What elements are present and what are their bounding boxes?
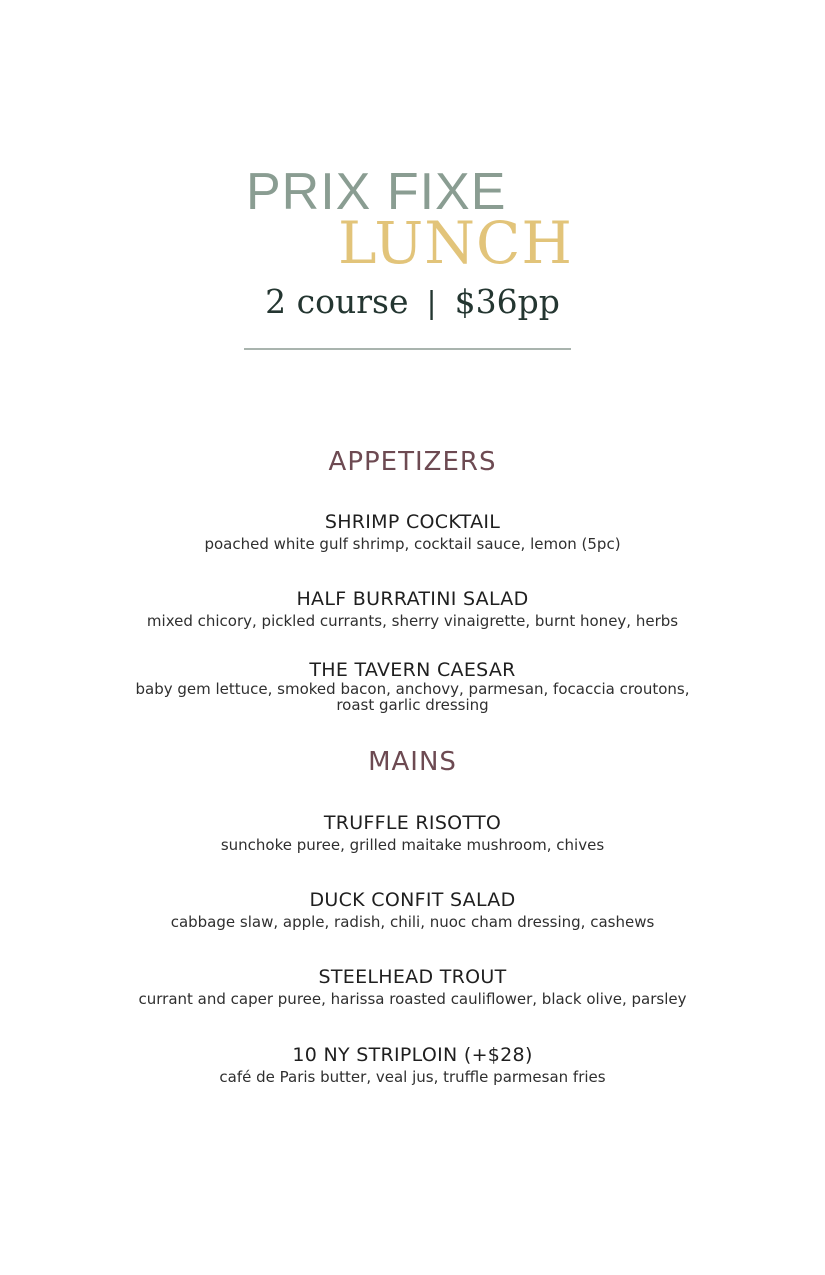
separator: | bbox=[426, 286, 437, 321]
item-name: HALF BURRATINI SALAD bbox=[296, 588, 529, 610]
menu-item bbox=[0, 890, 825, 930]
menu-item bbox=[0, 589, 825, 629]
item-description: café de Paris butter, veal jus, truffle parmesan fries bbox=[219, 1067, 606, 1086]
menu-item bbox=[0, 813, 825, 853]
price: $36pp bbox=[454, 282, 560, 321]
menu-item bbox=[0, 660, 825, 714]
item-name: SHRIMP COCKTAIL bbox=[324, 511, 501, 533]
item-description: baby gem lettuce, smoked bacon, anchovy, parmesan, focaccia croutons, roast garlic dressing bbox=[135, 679, 690, 715]
title-prix-fixe: PRIX FIXE bbox=[246, 163, 507, 221]
item-name: STEELHEAD TROUT bbox=[318, 966, 507, 988]
item-name: TRUFFLE RISOTTO bbox=[323, 812, 502, 834]
section-heading-mains: MAINS bbox=[368, 747, 457, 777]
item-description: sunchoke puree, grilled maitake mushroom, chives bbox=[220, 835, 605, 854]
menu-item bbox=[0, 1045, 825, 1085]
item-description: cabbage slaw, apple, radish, chili, nuoc cham dressing, cashews bbox=[170, 912, 655, 931]
item-name: DUCK CONFIT SALAD bbox=[309, 889, 516, 911]
item-name: 10 NY STRIPLOIN (+$28) bbox=[292, 1044, 533, 1066]
section-heading-appetizers: APPETIZERS bbox=[328, 447, 497, 477]
menu-item bbox=[0, 967, 825, 1007]
item-name: THE TAVERN CAESAR bbox=[309, 659, 516, 681]
course-price-line bbox=[0, 282, 825, 321]
item-description: currant and caper puree, harissa roasted cauliflower, black olive, parsley bbox=[138, 989, 687, 1008]
item-description: poached white gulf shrimp, cocktail sauce, lemon (5pc) bbox=[204, 534, 621, 553]
menu-item bbox=[0, 512, 825, 552]
header-divider bbox=[244, 348, 571, 350]
title-lunch: LUNCH bbox=[338, 209, 573, 277]
item-description: mixed chicory, pickled currants, sherry vinaigrette, burnt honey, herbs bbox=[146, 611, 679, 630]
course-count: 2 course bbox=[265, 282, 409, 321]
